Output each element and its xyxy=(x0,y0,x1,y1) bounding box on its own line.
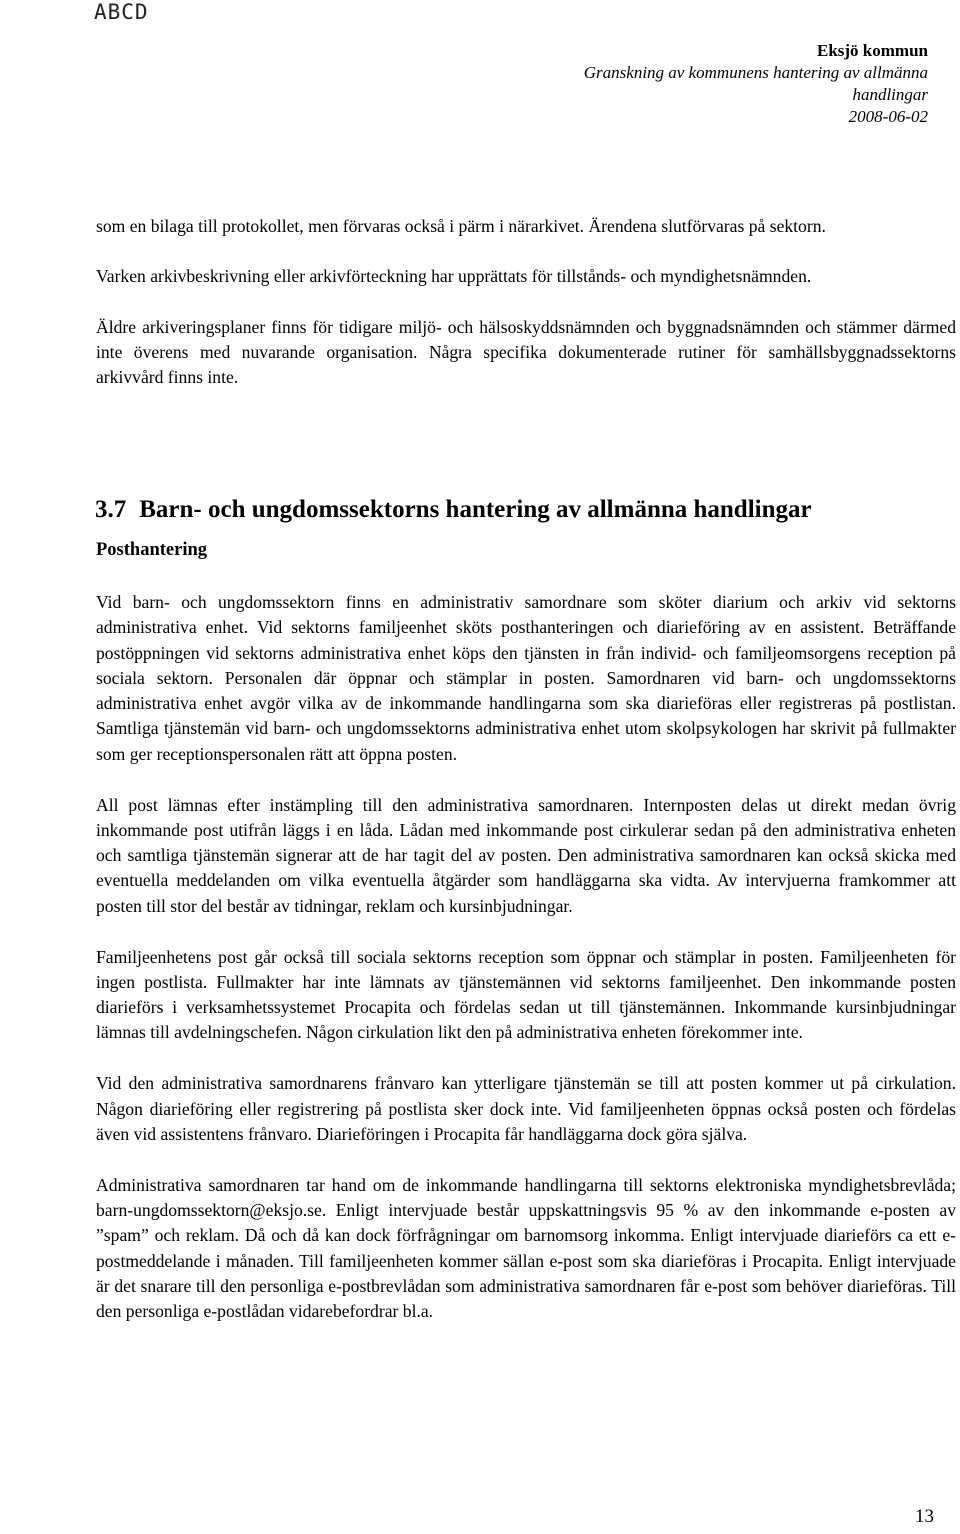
body-paragraph: Familjeenhetens post går också till sociala sektorns reception som öppnar och stämplar in posten. Familjeenheten för ingen postlista. Fullmakter har inte lämnats av tjänstemännen vid sektorns familjeenhet. Den inkommande posten diarieförs i verksamhetssystemet Procapita och fördelas sedan ut till tjänstemännen. Inkommande kursinbjudningar lämnas till avdelningschefen. Någon cirkulation likt den på administrativa enheten förekommer inte. xyxy=(96,946,956,1043)
report-title-line-1: Granskning av kommunens hantering av allmänna xyxy=(583,63,928,82)
subsection-heading: Posthantering xyxy=(96,540,207,560)
body-paragraph: Administrativa samordnaren tar hand om de inkommande handlingarna till sektorns elektroniska myndighetsbrevlåda; barn-ungdomssektorn@eksjo.se. Enligt intervjuade består uppskattningsvis 95 % av den inkommande e-posten av ”spam” och reklam. Då och då kan dock förfrågningar om barnomsorg inkomma. Enligt intervjuade diarieförs ca ett e-postmeddelande i månaden. Till familjeenheten kommer sällan e-post som ska diarieföras i Procapita. Enligt intervjuade är det snarare till den personliga e-postbrevlådan som administrativa samordnaren får e-post som behöver diarieföras. Till den personliga e-postlådan vidarebefordrar bl.a. xyxy=(96,1174,956,1322)
body-paragraph: Vid barn- och ungdomssektorn finns en administrativ samordnare som sköter diarium och arkiv vid sektorns administrativa enhet. Vid sektorns familjeenhet sköts posthanteringen och diarieföring av en assistent. Beträffande postöppningen vid sektorns administrativa enhet köps den tjänsten in från individ- och familjeomsorgens reception på sociala sektorn. Personalen där öppnar och stämplar in posten. Samordnaren vid barn- och ungdomssektorns administrativa enhet avgör vilka av de inkommande handlingarna som ska diarieföras eller registreras på postlistan. Samtliga tjänstemän vid barn- och ungdomssektorns administrativa enhet utom skolpsykologen har skrivit på fullmakter som ger receptionspersonalen rätt att öppna posten. xyxy=(96,592,956,764)
logo-text: ABCD xyxy=(94,0,149,24)
report-title-line-2: handlingar xyxy=(852,85,928,104)
intro-paragraph: Äldre arkiveringsplaner finns för tidigare miljö- och hälsoskyddsnämnden och byggnadsnämnden och stämmer därmed inte överens med nuvarande organisation. Några specifika dokumenterade rutiner för samhällsbyggnadssektorns arkivvård finns inte. xyxy=(96,316,956,388)
section-title: Barn- och ungdomssektorns hantering av allmänna handlingar xyxy=(139,496,812,523)
body-paragraph: All post lämnas efter instämpling till den administrativa samordnaren. Internposten delas ut direkt medan övrig inkommande post utifrån läggs i en låda. Lådan med inkommande post cirkulerar sedan på den administrativa enheten och samtliga tjänstemän signerar att de har tagit del av posten. Den administrativa samordnaren kan också skicka med eventuella meddelanden om vilka eventuella åtgärder som handläggarna ska vidta. Av intervjuerna framkommer att posten till stor del består av tidningar, reklam och kursinbjudningar. xyxy=(96,794,956,916)
section-body xyxy=(96,590,956,1350)
page-header xyxy=(584,40,928,128)
organization-name: Eksjö kommun xyxy=(816,41,928,60)
intro-paragraph: som en bilaga till protokollet, men förvaras också i pärm i närarkivet. Ärendena slutförvaras på sektorn. xyxy=(96,216,826,236)
page-number: 13 xyxy=(915,1506,934,1527)
intro-paragraph: Varken arkivbeskrivning eller arkivförteckning har upprättats för tillstånds- och myndighetsnämnden. xyxy=(96,266,812,287)
intro-text xyxy=(96,214,956,415)
section-number: 3.7 xyxy=(95,496,127,523)
report-date: 2008-06-02 xyxy=(848,107,928,126)
body-paragraph: Vid den administrativa samordnarens frånvaro kan ytterligare tjänstemän se till att posten kommer ut på cirkulation. Någon diarieföring eller registrering på postlista sker dock inte. Vid familjeenheten öppnas också posten och fördelas även vid assistentens frånvaro. Diarieföringen i Procapita får handläggarna dock göra själva. xyxy=(96,1073,956,1144)
